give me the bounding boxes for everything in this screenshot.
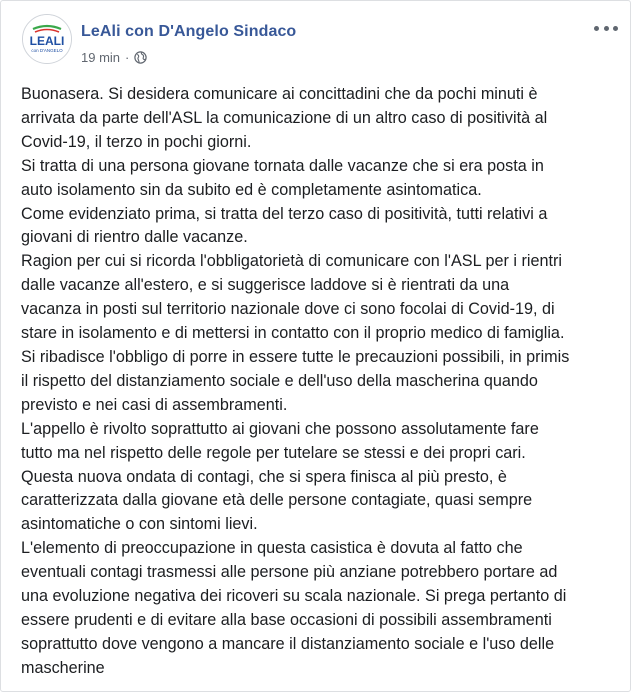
post-text-line: L'appello è rivolto soprattutto ai giovani che possono assolutamente fare [21,419,539,438]
post-text-line: Buonasera. Si desidera comunicare ai concittadini che da pochi minuti è [21,85,538,103]
more-dot [594,26,599,31]
post-text [21,83,621,681]
more-options-icon[interactable] [594,20,618,36]
globe-icon[interactable] [134,51,147,64]
post-meta [81,50,147,65]
post-text-line: asintomatiche o con sintomi lievi. [21,515,258,534]
post-text-line: L'elemento di preoccupazione in questa casistica è dovuta al fatto che [21,539,523,558]
author-name[interactable]: LeAli con D'Angelo Sindaco [81,23,297,40]
post-text-line: vacanza in posti sul territorio nazionale dove ci sono focolai di Covid-19, di [21,300,555,319]
post-text-line: giovani di rientro dalle vacanze. [21,228,248,247]
post-text-line: dalle vacanze all'estero, e si suggerisce laddove si è rientrati da una [21,276,510,295]
leali-logo-icon [23,15,71,63]
post-text-line: caratterizzata dalla giovane età delle persone contagiate, quasi sempre [21,491,533,510]
post-text-line: mascherine [21,658,105,677]
post-text-line: Come evidenziato prima, si tratta del terzo caso di positività, tutti relativi a [21,204,548,223]
post-header [22,14,618,70]
page-avatar[interactable] [22,14,72,64]
more-dot [604,26,609,31]
post-text-line: tutto ma nel rispetto delle regole per tutelare se stessi e dei propri cari. [21,443,526,462]
logo-subtext: con D'ANGELO [31,48,63,53]
post-text-line: Ragion per cui si ricorda l'obbligatorietà di comunicare con l'ASL per i rientri [21,252,562,271]
post-text-line: il rispetto del distanziamento sociale e dell'uso della mascherina quando [21,371,538,390]
more-dot [613,26,618,31]
post-text-line: soprattutto dove vengono a mancare il distanziamento sociale e l'uso delle [21,634,555,653]
post-timestamp[interactable]: 19 min [81,50,121,65]
post-text-line: arrivata da parte dell'ASL la comunicazione di un altro caso di positività al [21,108,548,127]
post-text-line: una evoluzione negativa dei ricoveri su scala nazionale. Si prega pertanto di [21,587,567,606]
post-text-line: stare in isolamento e di mettersi in contatto con il proprio medico di famiglia. [21,324,565,343]
post-text-line: Covid-19, il terzo in pochi giorni. [21,132,252,151]
post-text-line: auto isolamento sin da subito ed è completamente asintomatica. [21,180,482,199]
meta-separator: · [125,50,130,65]
post-text-line: eventuali contagi trasmessi alle persone più anziane potrebbero portare ad [21,563,558,582]
logo-text: LEALI [29,34,65,48]
post-text-line: previsto e nei casi di assembramenti. [21,395,288,414]
post-text-line: Si tratta di una persona giovane tornata dalle vacanze che si era posta in [21,156,544,175]
post-text-line: Si ribadisce l'obbligo di porre in essere tutte le precauzioni possibili, in primis [21,347,570,366]
post-text-line: Questa nuova ondata di contagi, che si spera finisca al più presto, è [21,467,507,486]
post-text-line: essere prudenti e di evitare alla base occasioni di possibili assembramenti [21,610,552,629]
